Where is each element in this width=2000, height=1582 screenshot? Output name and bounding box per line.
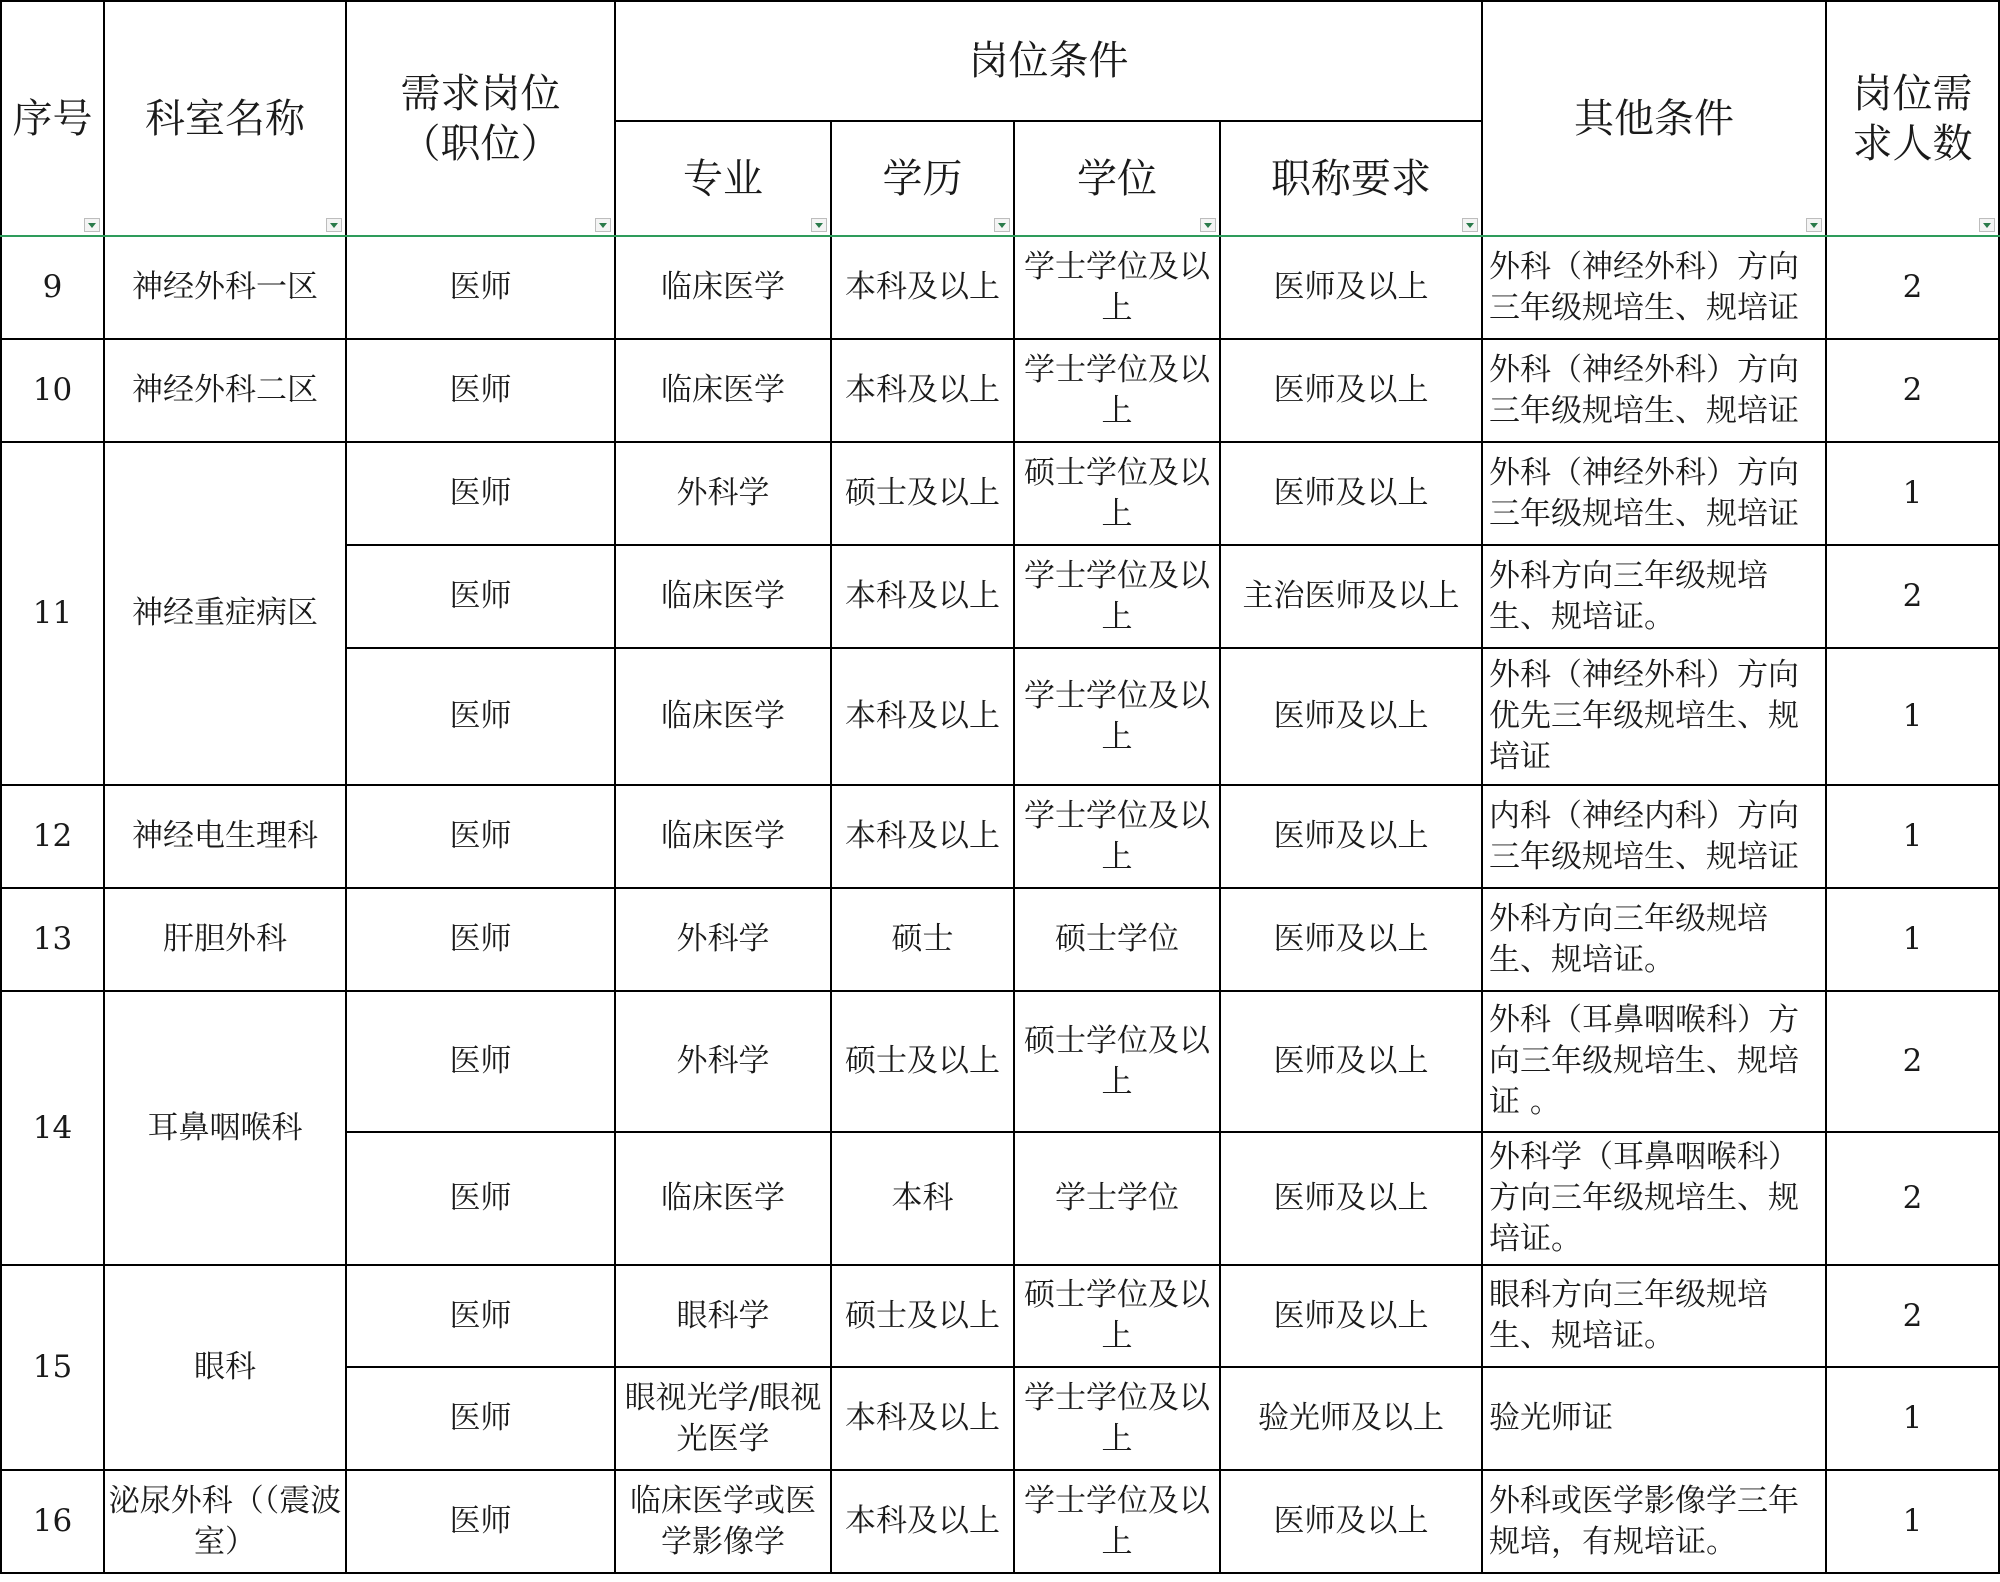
header-major: 专业 <box>615 121 831 236</box>
cell-post[interactable]: 医师 <box>346 785 615 888</box>
cell-dept[interactable]: 肝胆外科 <box>104 888 346 991</box>
cell-education[interactable]: 硕士及以上 <box>831 442 1014 545</box>
cell-education[interactable]: 硕士 <box>831 888 1014 991</box>
cell-dept[interactable]: 眼科 <box>104 1265 346 1470</box>
cell-degree[interactable]: 学士学位 <box>1014 1132 1220 1265</box>
filter-dropdown-icon[interactable] <box>1200 218 1216 232</box>
cell-post[interactable]: 医师 <box>346 236 615 339</box>
cell-dept[interactable]: 神经电生理科 <box>104 785 346 888</box>
cell-count[interactable]: 2 <box>1826 991 1999 1132</box>
cell-count[interactable]: 2 <box>1826 339 1999 442</box>
cell-title-req[interactable]: 医师及以上 <box>1220 339 1482 442</box>
cell-dept[interactable]: 泌尿外科（（震波室） <box>104 1470 346 1573</box>
cell-seq[interactable]: 10 <box>1 339 104 442</box>
header-other: 其他条件 <box>1482 1 1826 236</box>
cell-post[interactable]: 医师 <box>346 991 615 1132</box>
table-row <box>1 1265 1999 1367</box>
cell-count[interactable]: 1 <box>1826 442 1999 545</box>
table-row <box>1 991 1999 1132</box>
cell-post[interactable]: 医师 <box>346 339 615 442</box>
header-post: 需求岗位 （职位） <box>346 1 615 236</box>
cell-degree[interactable]: 硕士学位及以上 <box>1014 1265 1220 1367</box>
cell-count[interactable]: 1 <box>1826 1367 1999 1470</box>
cell-dept[interactable]: 神经外科二区 <box>104 339 346 442</box>
cell-other[interactable]: 内科（神经内科）方向三年级规培生、规培证 <box>1482 785 1826 888</box>
cell-post[interactable]: 医师 <box>346 648 615 785</box>
cell-count[interactable]: 2 <box>1826 1265 1999 1367</box>
cell-count[interactable]: 1 <box>1826 1470 1999 1573</box>
table-row <box>1 339 1999 442</box>
cell-other[interactable]: 外科（神经外科）方向三年级规培生、规培证 <box>1482 442 1826 545</box>
cell-major[interactable]: 临床医学 <box>615 648 831 785</box>
cell-seq[interactable]: 15 <box>1 1265 104 1470</box>
cell-major[interactable]: 临床医学 <box>615 236 831 339</box>
header-degree: 学位 <box>1014 121 1220 236</box>
cell-count[interactable]: 2 <box>1826 1132 1999 1265</box>
cell-education[interactable]: 本科及以上 <box>831 545 1014 648</box>
cell-other[interactable]: 外科或医学影像学三年规培，有规培证。 <box>1482 1470 1826 1573</box>
cell-title-req[interactable]: 医师及以上 <box>1220 785 1482 888</box>
cell-title-req[interactable]: 医师及以上 <box>1220 1132 1482 1265</box>
cell-degree[interactable]: 学士学位及以上 <box>1014 785 1220 888</box>
cell-seq[interactable]: 12 <box>1 785 104 888</box>
cell-education[interactable]: 本科及以上 <box>831 1470 1014 1573</box>
cell-other[interactable]: 外科（耳鼻咽喉科）方向三年级规培生、规培证 。 <box>1482 991 1826 1132</box>
cell-major[interactable]: 眼视光学/眼视光医学 <box>615 1367 831 1470</box>
cell-major[interactable]: 临床医学 <box>615 545 831 648</box>
cell-major[interactable]: 外科学 <box>615 888 831 991</box>
cell-seq[interactable]: 11 <box>1 442 104 785</box>
cell-post[interactable]: 医师 <box>346 545 615 648</box>
cell-education[interactable]: 本科及以上 <box>831 1367 1014 1470</box>
cell-post[interactable]: 医师 <box>346 1470 615 1573</box>
cell-title-req[interactable]: 医师及以上 <box>1220 648 1482 785</box>
cell-major[interactable]: 临床医学 <box>615 785 831 888</box>
cell-degree[interactable]: 学士学位及以上 <box>1014 1470 1220 1573</box>
cell-seq[interactable]: 14 <box>1 991 104 1265</box>
cell-seq[interactable]: 13 <box>1 888 104 991</box>
table-row <box>1 888 1999 991</box>
selection-edge <box>1998 443 1999 544</box>
cell-major[interactable]: 临床医学或医学影像学 <box>615 1470 831 1573</box>
filter-dropdown-icon[interactable] <box>84 218 100 232</box>
cell-degree[interactable]: 学士学位及以上 <box>1014 339 1220 442</box>
cell-count[interactable]: 1 <box>1826 888 1999 991</box>
filter-dropdown-icon[interactable] <box>994 218 1010 232</box>
table-row <box>1 1470 1999 1573</box>
header-count: 岗位需 求人数 <box>1826 1 1999 236</box>
header-conditions: 岗位条件 <box>615 1 1482 121</box>
cell-dept[interactable]: 耳鼻咽喉科 <box>104 991 346 1265</box>
filter-dropdown-icon[interactable] <box>1462 218 1478 232</box>
cell-title-req[interactable]: 主治医师及以上 <box>1220 545 1482 648</box>
cell-major[interactable]: 眼科学 <box>615 1265 831 1367</box>
cell-title-req[interactable]: 医师及以上 <box>1220 1265 1482 1367</box>
cell-degree[interactable]: 学士学位及以上 <box>1014 648 1220 785</box>
filter-dropdown-icon[interactable] <box>595 218 611 232</box>
cell-post[interactable]: 医师 <box>346 442 615 545</box>
table-row <box>1 785 1999 888</box>
table-row <box>1 236 1999 339</box>
cell-count[interactable]: 1 <box>1826 785 1999 888</box>
cell-degree[interactable]: 学士学位及以上 <box>1014 236 1220 339</box>
cell-degree[interactable]: 硕士学位及以上 <box>1014 442 1220 545</box>
cell-other[interactable]: 外科（神经外科）方向三年级规培生、规培证 <box>1482 339 1826 442</box>
cell-title-req[interactable]: 医师及以上 <box>1220 236 1482 339</box>
header-education: 学历 <box>831 121 1014 236</box>
cell-education[interactable]: 本科及以上 <box>831 339 1014 442</box>
header-dept: 科室名称 <box>104 1 346 236</box>
cell-other[interactable]: 外科（神经外科）方向三年级规培生、规培证 <box>1482 236 1826 339</box>
cell-education[interactable]: 硕士及以上 <box>831 1265 1014 1367</box>
cell-post[interactable]: 医师 <box>346 1265 615 1367</box>
cell-title-req[interactable]: 医师及以上 <box>1220 442 1482 545</box>
cell-education[interactable]: 硕士及以上 <box>831 991 1014 1132</box>
cell-count[interactable]: 2 <box>1826 545 1999 648</box>
filter-dropdown-icon[interactable] <box>1979 218 1995 232</box>
cell-other[interactable]: 外科学（耳鼻咽喉科）方向三年级规培生、规培证。 <box>1482 1132 1826 1265</box>
cell-degree[interactable]: 学士学位及以上 <box>1014 1367 1220 1470</box>
cell-other[interactable]: 眼科方向三年级规培生、规培证。 <box>1482 1265 1826 1367</box>
cell-degree[interactable]: 硕士学位及以上 <box>1014 991 1220 1132</box>
cell-other[interactable]: 外科方向三年级规培生、规培证。 <box>1482 545 1826 648</box>
header-title-req: 职称要求 <box>1220 121 1482 236</box>
cell-title-req[interactable]: 医师及以上 <box>1220 991 1482 1132</box>
filter-dropdown-icon[interactable] <box>1806 218 1822 232</box>
cell-major[interactable]: 临床医学 <box>615 1132 831 1265</box>
cell-other[interactable]: 外科方向三年级规培生、规培证。 <box>1482 888 1826 991</box>
cell-other[interactable]: 验光师证 <box>1482 1367 1826 1470</box>
filter-dropdown-icon[interactable] <box>811 218 827 232</box>
cell-major[interactable]: 外科学 <box>615 991 831 1132</box>
cell-education[interactable]: 本科及以上 <box>831 236 1014 339</box>
header-seq: 序号 <box>1 1 104 236</box>
cell-major[interactable]: 外科学 <box>615 442 831 545</box>
table-row <box>1 442 1999 545</box>
cell-count[interactable]: 1 <box>1826 648 1999 785</box>
cell-degree[interactable]: 学士学位及以上 <box>1014 545 1220 648</box>
cell-dept[interactable]: 神经重症病区 <box>104 442 346 785</box>
cell-post[interactable]: 医师 <box>346 888 615 991</box>
cell-post[interactable]: 医师 <box>346 1367 615 1470</box>
cell-title-req[interactable]: 验光师及以上 <box>1220 1367 1482 1470</box>
cell-title-req[interactable]: 医师及以上 <box>1220 1470 1482 1573</box>
cell-major[interactable]: 临床医学 <box>615 339 831 442</box>
cell-education[interactable]: 本科及以上 <box>831 648 1014 785</box>
filter-dropdown-icon[interactable] <box>326 218 342 232</box>
cell-education[interactable]: 本科 <box>831 1132 1014 1265</box>
cell-other[interactable]: 外科（神经外科）方向优先三年级规培生、规培证 <box>1482 648 1826 785</box>
cell-seq[interactable]: 9 <box>1 236 104 339</box>
cell-degree[interactable]: 硕士学位 <box>1014 888 1220 991</box>
cell-post[interactable]: 医师 <box>346 1132 615 1265</box>
cell-seq[interactable]: 16 <box>1 1470 104 1573</box>
cell-title-req[interactable]: 医师及以上 <box>1220 888 1482 991</box>
cell-count[interactable]: 2 <box>1826 236 1999 339</box>
cell-education[interactable]: 本科及以上 <box>831 785 1014 888</box>
cell-dept[interactable]: 神经外科一区 <box>104 236 346 339</box>
